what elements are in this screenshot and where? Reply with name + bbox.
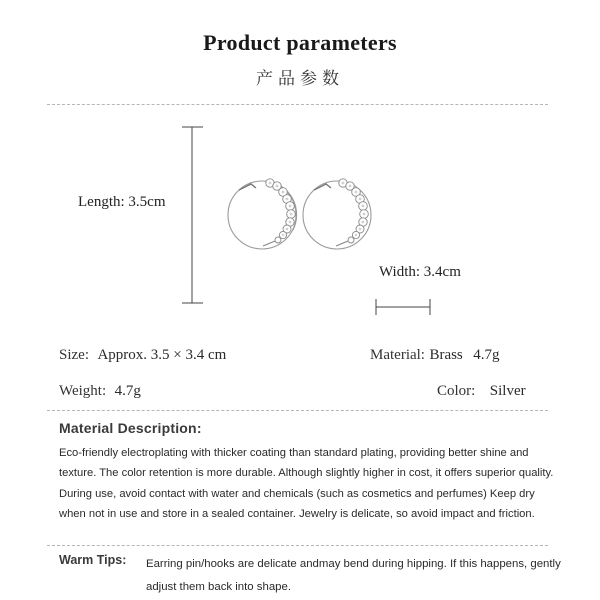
width-label: Width: 3.4cm xyxy=(379,264,461,280)
color-label: Color: xyxy=(437,383,476,399)
length-measure-line xyxy=(170,120,214,310)
color-spec xyxy=(437,382,526,400)
material-weight: 4.7g xyxy=(473,347,500,363)
material-description-text: Eco-friendly electroplating with thicker coating than standard plating, providing better shine and texture. The color retention is more durable. Although slightly higher in cost, it offers superior quality. During use, avoid contact with water and chemicals (such as cosmetics and perfumes) Keep dry when not in use and store in a sealed container. Jewelry is delicate, so avoid impact and friction. xyxy=(59,447,554,520)
material-value: Brass xyxy=(429,347,463,363)
weight-label: Weight: xyxy=(59,383,107,399)
material-label: Material: xyxy=(370,347,425,363)
color-value: Silver xyxy=(489,383,526,399)
weight-spec xyxy=(59,382,141,400)
earring-left xyxy=(228,179,297,249)
page-subtitle: 产品参数 xyxy=(256,69,344,89)
earring-right xyxy=(303,179,371,249)
size-spec xyxy=(59,346,226,364)
material-spec xyxy=(370,346,499,364)
divider-bottom xyxy=(47,545,548,546)
length-label: Length: 3.5cm xyxy=(78,194,166,210)
size-label: Size: xyxy=(59,347,89,363)
weight-value: 4.7g xyxy=(114,383,141,399)
size-value: Approx. 3.5 × 3.4 cm xyxy=(97,347,227,363)
divider-middle xyxy=(47,410,548,411)
material-description-heading: Material Description: xyxy=(59,420,202,436)
width-measure-line xyxy=(370,296,436,318)
page-title: Product parameters xyxy=(203,30,397,55)
warm-tips-label: Warm Tips: xyxy=(59,553,127,567)
earrings-illustration xyxy=(215,168,385,258)
divider-top xyxy=(47,104,548,105)
warm-tips-text: Earring pin/hooks are delicate andmay bend during hipping. If this happens, gently adjust them back into shape. xyxy=(146,558,561,593)
